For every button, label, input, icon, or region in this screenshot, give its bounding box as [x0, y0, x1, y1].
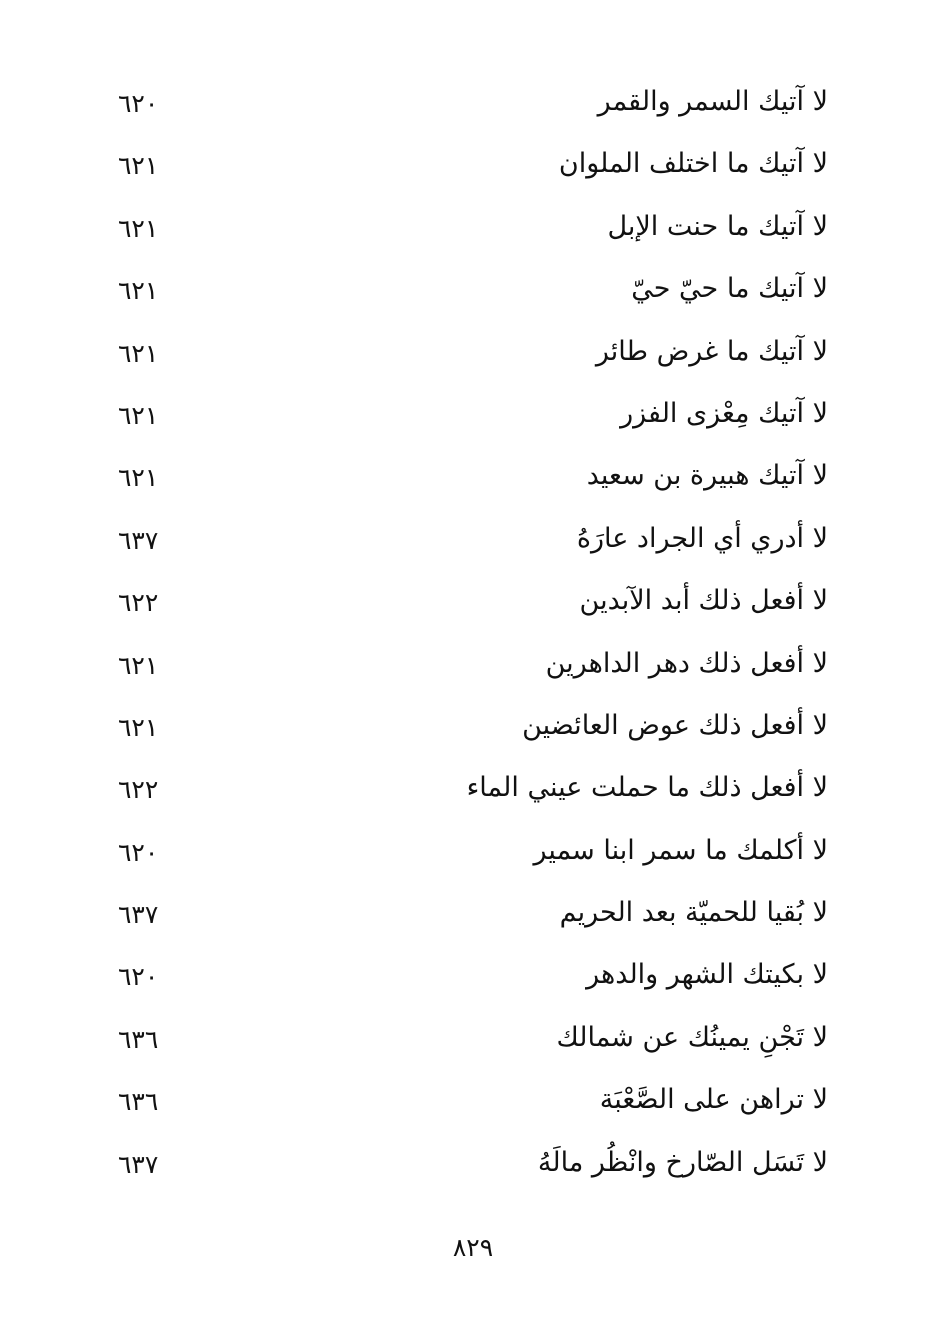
entry-phrase: لا آتيك ما حنت الإبل — [607, 210, 828, 242]
entry-page-ref: ٦٣٧ — [118, 1149, 159, 1179]
entry-page-ref: ٦٢١ — [118, 213, 159, 243]
index-entry — [0, 945, 946, 1007]
index-entry — [0, 322, 946, 384]
index-entry — [0, 571, 946, 633]
entry-page-ref: ٦٣٦ — [118, 1087, 159, 1117]
index-entry — [0, 1133, 946, 1195]
entry-phrase: لا آتيك مِعْزى الفزر — [620, 397, 828, 429]
entry-page-ref: ٦٢١ — [118, 463, 159, 493]
index-entry — [0, 758, 946, 820]
index-entry — [0, 384, 946, 446]
index-entry — [0, 134, 946, 196]
entry-phrase: لا أفعل ذلك أبد الآبدين — [579, 585, 828, 617]
entry-phrase: لا أفعل ذلك دهر الداهرين — [545, 647, 828, 679]
entry-page-ref: ٦٣٧ — [118, 900, 159, 930]
entry-page-ref: ٦٢١ — [118, 338, 159, 368]
entry-phrase: لا آتيك ما حيّ حيّ — [631, 273, 828, 305]
entry-phrase: لا تَجْنِ يمينُك عن شمالك — [556, 1021, 828, 1053]
entry-page-ref: ٦٣٦ — [118, 1024, 159, 1054]
index-entry — [0, 1070, 946, 1132]
index-entry — [0, 634, 946, 696]
entry-phrase: لا أفعل ذلك ما حملت عيني الماء — [466, 772, 828, 804]
index-entry — [0, 259, 946, 321]
entry-phrase: لا آتيك ما غرض طائر — [595, 335, 828, 367]
entry-phrase: لا أفعل ذلك عوض العائضين — [522, 709, 828, 741]
entry-page-ref: ٦٢١ — [118, 400, 159, 430]
index-entry — [0, 883, 946, 945]
entry-phrase: لا تراهن على الصَّعْبَة — [599, 1084, 828, 1116]
index-entry — [0, 1008, 946, 1070]
entry-phrase: لا آتيك ما اختلف الملوان — [558, 148, 828, 180]
entry-page-ref: ٦٢٠ — [118, 962, 159, 992]
index-entry — [0, 696, 946, 758]
index-entry — [0, 821, 946, 883]
entry-page-ref: ٦٢٢ — [118, 588, 159, 618]
index-entry — [0, 197, 946, 259]
entry-page-ref: ٦٢١ — [118, 151, 159, 181]
index-entry — [0, 446, 946, 508]
entry-phrase: لا أكلمك ما سمر ابنا سمير — [533, 834, 828, 866]
index-entries — [0, 72, 946, 1195]
entry-page-ref: ٦٢٠ — [118, 837, 159, 867]
entry-phrase: لا بكيتك الشهر والدهر — [586, 959, 828, 991]
index-entry — [0, 509, 946, 571]
entry-page-ref: ٦٢٢ — [118, 775, 159, 805]
entry-page-ref: ٦٢١ — [118, 650, 159, 680]
page-number: ٨٢٩ — [452, 1233, 494, 1262]
entry-page-ref: ٦٣٧ — [118, 525, 159, 555]
index-entry — [0, 72, 946, 134]
entry-page-ref: ٦٢١ — [118, 276, 159, 306]
entry-page-ref: ٦٢١ — [118, 712, 159, 742]
entry-phrase: لا أدري أي الجراد عارَهُ — [576, 522, 828, 554]
entry-page-ref: ٦٢٠ — [118, 89, 159, 118]
entry-phrase: لا آتيك هبيرة بن سعيد — [586, 460, 828, 492]
entry-phrase: لا آتيك السمر والقمر — [597, 86, 828, 117]
entry-phrase: لا تَسَل الصّارخ وانْظُر مالَهُ — [537, 1146, 828, 1178]
entry-phrase: لا بُقيا للحميّة بعد الحريم — [559, 897, 828, 929]
